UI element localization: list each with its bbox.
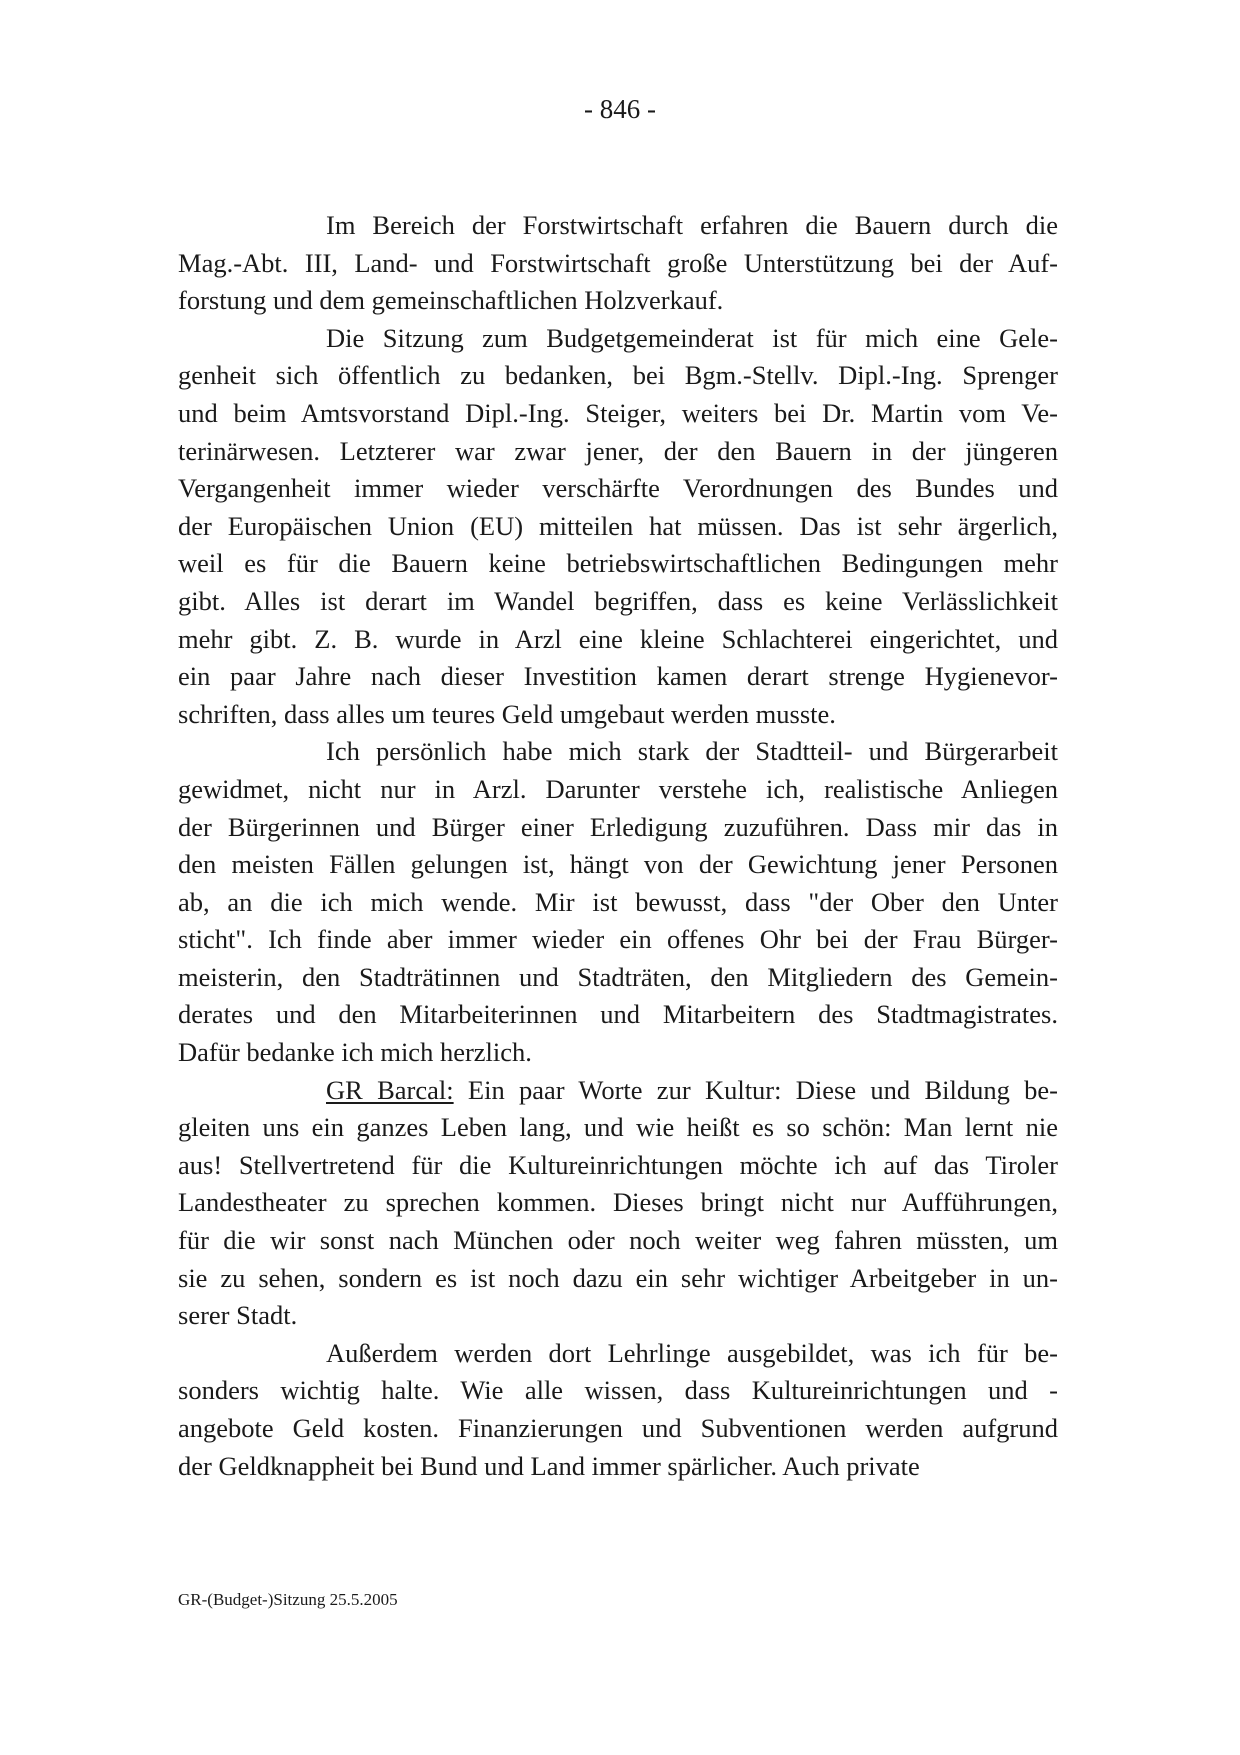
line-text: ab, an die ich mich wende. Mir ist bewusst, dass "der Ober den Unter [178, 886, 1058, 917]
line-text: den meisten Fällen gelungen ist, hängt von der Gewichtung jener Personen [178, 849, 1058, 880]
text-line [178, 884, 1058, 922]
line-text: gleiten uns ein ganzes Leben lang, und wie heißt es so schön: Man lernt nie [178, 1112, 1058, 1143]
line-text: angebote Geld kosten. Finanzierungen und Subventionen werden aufgrund [178, 1413, 1058, 1443]
line-text: Vergangenheit immer wieder verschärfte Verordnungen des Bundes und [178, 473, 1058, 504]
text-line [178, 696, 1058, 734]
line-text: der Bürgerinnen und Bürger einer Erledigung zuzuführen. Dass mir das in [178, 811, 1058, 842]
line-text: Mag.-Abt. III, Land- und Forstwirtschaft große Unterstützung bei der Auf- [178, 247, 1058, 278]
text-line [178, 1410, 1058, 1448]
line-text: forstung und dem gemeinschaftlichen Holzverkauf. [178, 285, 724, 316]
text-line [178, 1448, 1058, 1486]
line-text: schriften, dass alles um teures Geld umgebaut werden musste. [178, 698, 836, 729]
line-text: weil es für die Bauern keine betriebswirtschaftlichen Bedingungen mehr [178, 548, 1058, 579]
text-line [178, 733, 1058, 771]
document-body-text [178, 207, 1058, 1485]
line-text: Ich persönlich habe mich stark der Stadtteil- und Bürgerarbeit [326, 736, 1058, 767]
text-line [178, 320, 1058, 358]
text-line [178, 1335, 1058, 1373]
text-line [178, 1184, 1058, 1222]
text-line [178, 395, 1058, 433]
line-text: Im Bereich der Forstwirtschaft erfahren die Bauern durch die [326, 210, 1058, 240]
line-text: mehr gibt. Z. B. wurde in Arzl eine kleine Schlachterei eingerichtet, und [178, 623, 1058, 654]
line-text: der Geldknappheit bei Bund und Land immer spärlicher. Auch private [178, 1450, 920, 1481]
line-text: terinärwesen. Letzterer war zwar jener, der den Bauern in der jüngeren [178, 435, 1058, 466]
line-text: Die Sitzung zum Budgetgemeinderat ist für mich eine Gele- [326, 322, 1058, 353]
text-line [178, 658, 1058, 696]
line-text: Ein paar Worte zur Kultur: Diese und Bildung be- [453, 1074, 1058, 1105]
line-text: Außerdem werden dort Lehrlinge ausgebildet, was ich für be- [326, 1337, 1058, 1368]
line-text: Dafür bedanke ich mich herzlich. [178, 1037, 532, 1068]
line-text: für die wir sonst nach München oder noch weiter weg fahren müssten, um [178, 1225, 1058, 1256]
text-line [178, 207, 1058, 245]
line-text: meisterin, den Stadträtinnen und Stadträten, den Mitgliedern des Gemein- [178, 961, 1058, 992]
text-line [178, 921, 1058, 959]
text-line [178, 1147, 1058, 1185]
text-line [178, 996, 1058, 1034]
footer-session-label: GR-(Budget-)Sitzung 25.5.2005 [178, 1590, 398, 1609]
text-line [178, 508, 1058, 546]
line-text: sonders wichtig halte. Wie alle wissen, dass Kultureinrichtungen und - [178, 1375, 1058, 1406]
line-text: derates und den Mitarbeiterinnen und Mitarbeitern des Stadtmagistrates. [178, 999, 1058, 1030]
text-line [178, 809, 1058, 847]
line-text: aus! Stellvertretend für die Kultureinrichtungen möchte ich auf das Tiroler [178, 1149, 1058, 1180]
line-text: und beim Amtsvorstand Dipl.-Ing. Steiger, weiters bei Dr. Martin vom Ve- [178, 397, 1058, 428]
text-line [178, 545, 1058, 583]
line-text: gibt. Alles ist derart im Wandel begriffen, dass es keine Verlässlichkeit [178, 585, 1058, 616]
text-line [178, 1297, 1058, 1335]
text-line [178, 1372, 1058, 1410]
text-line [178, 1034, 1058, 1072]
line-text: Landestheater zu sprechen kommen. Dieses bringt nicht nur Aufführungen, [178, 1187, 1058, 1218]
line-text: genheit sich öffentlich zu bedanken, bei Bgm.-Stellv. Dipl.-Ing. Sprenger [178, 360, 1058, 391]
line-text: der Europäischen Union (EU) mitteilen hat müssen. Das ist sehr ärgerlich, [178, 510, 1058, 541]
line-text: gewidmet, nicht nur in Arzl. Darunter verstehe ich, realistische Anliegen [178, 773, 1058, 804]
line-text: sie zu sehen, sondern es ist noch dazu ein sehr wichtiger Arbeitgeber in un- [178, 1262, 1058, 1293]
text-line [178, 470, 1058, 508]
text-line [178, 771, 1058, 809]
text-line [178, 433, 1058, 471]
page-number: - 846 - [584, 94, 656, 124]
text-line [178, 846, 1058, 884]
text-line [178, 357, 1058, 395]
line-text: ein paar Jahre nach dieser Investition kamen derart strenge Hygienevor- [178, 661, 1058, 692]
text-line [178, 583, 1058, 621]
text-line [178, 245, 1058, 283]
line-text: serer Stadt. [178, 1300, 298, 1331]
text-line [178, 1072, 1058, 1110]
text-line [178, 1109, 1058, 1147]
text-line [178, 1260, 1058, 1298]
text-line [178, 959, 1058, 997]
text-line [178, 1222, 1058, 1260]
text-line [178, 621, 1058, 659]
speaker-name: GR Barcal: [326, 1074, 454, 1105]
text-line [178, 282, 1058, 320]
line-text: sticht". Ich finde aber immer wieder ein offenes Ohr bei der Frau Bürger- [178, 924, 1058, 955]
